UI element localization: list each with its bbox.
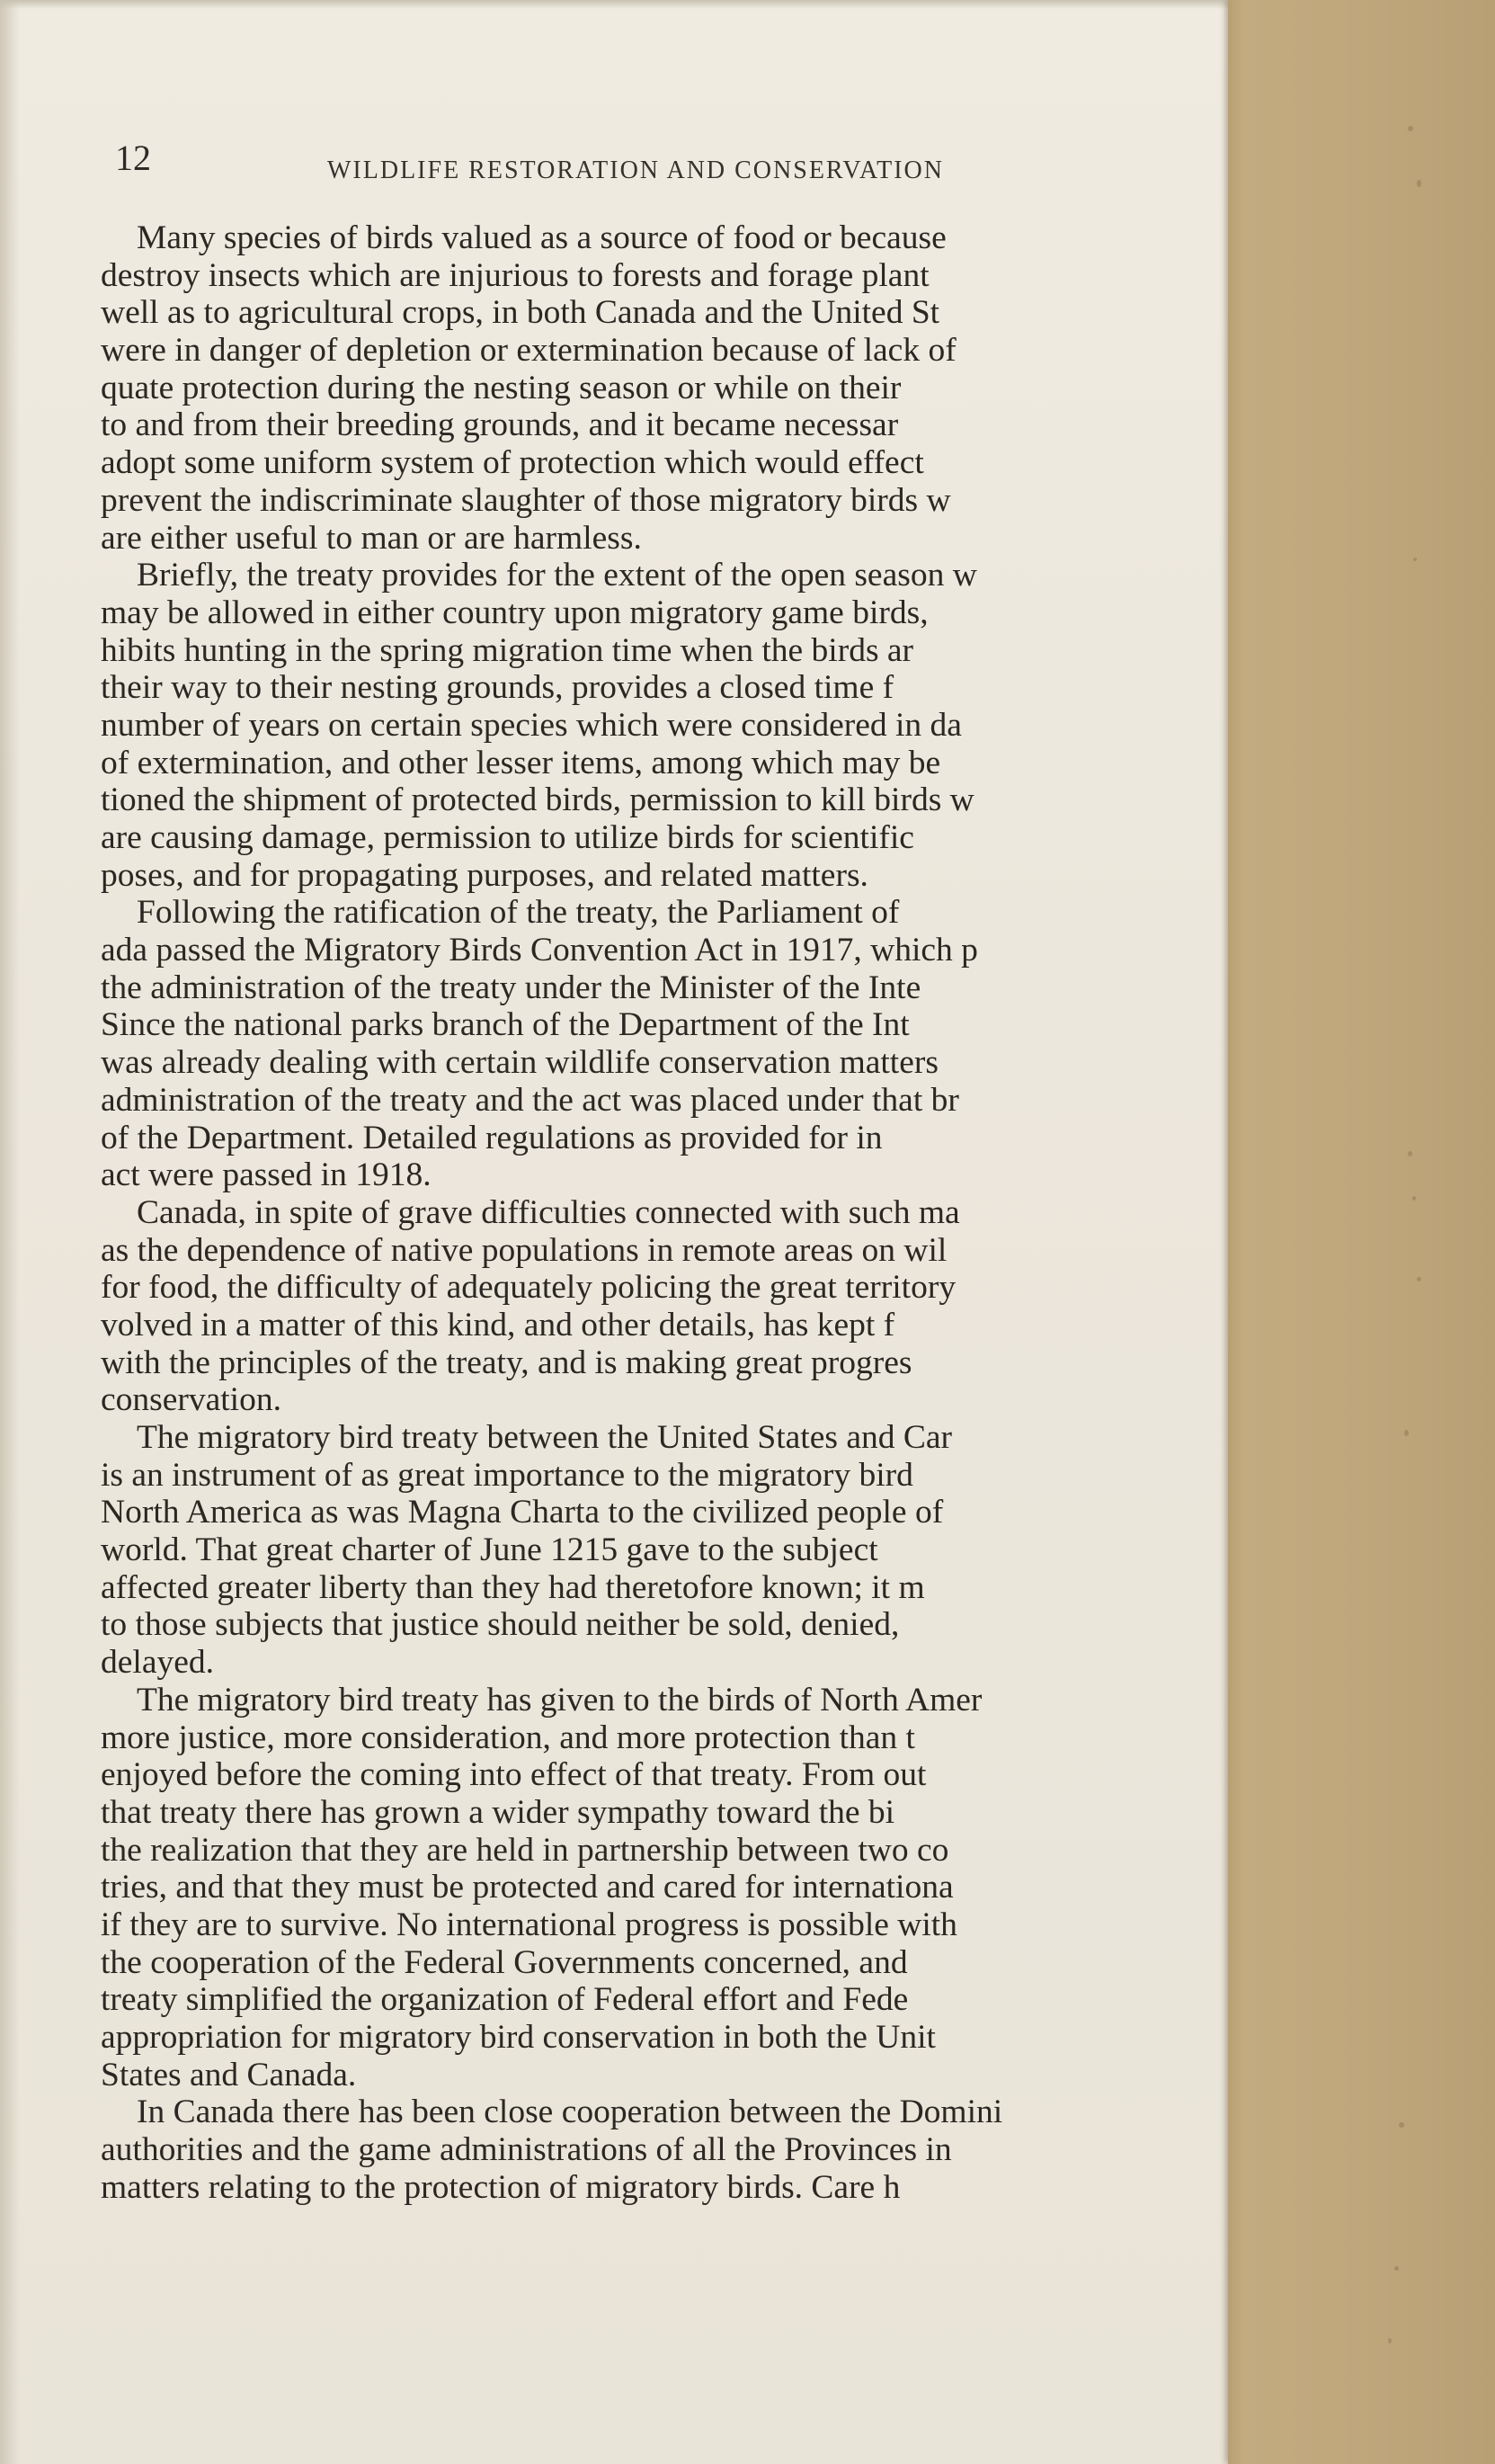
text-line: of the Department. Detailed regulations as provided for in xyxy=(101,1119,883,1156)
page-number: 12 xyxy=(115,138,151,178)
paragraph xyxy=(101,1682,1228,2094)
text-line: are either useful to man or are harmless. xyxy=(101,519,642,557)
text-line: prevent the indiscriminate slaughter of those migratory birds w xyxy=(101,481,951,519)
text-line: world. That great charter of June 1215 gave to the subject xyxy=(101,1531,878,1569)
paragraph xyxy=(101,219,1228,557)
text-line: States and Canada. xyxy=(101,2056,357,2094)
text-line: appropriation for migratory bird conservation in both the Unit xyxy=(101,2019,936,2056)
text-line: Briefly, the treaty provides for the extent of the open season w xyxy=(137,557,977,594)
text-line: North America as was Magna Charta to the civilized people of xyxy=(101,1494,944,1531)
text-line: their way to their nesting grounds, provides a closed time f xyxy=(101,669,894,707)
text-line: to those subjects that justice should neither be sold, denied, xyxy=(101,1606,900,1644)
text-line: matters relating to the protection of migratory birds. Care h xyxy=(101,2168,901,2206)
text-line: poses, and for propagating purposes, and related matters. xyxy=(101,856,868,894)
text-line: number of years on certain species which were considered in da xyxy=(101,706,962,744)
text-line: the realization that they are held in partnership between two co xyxy=(101,1831,949,1869)
body-text xyxy=(101,219,1228,2243)
text-line: tries, and that they must be protected and cared for internationa xyxy=(101,1869,954,1906)
text-line: may be allowed in either country upon migratory game birds, xyxy=(101,594,929,631)
text-line: Canada, in spite of grave difficulties connected with such ma xyxy=(137,1193,960,1231)
text-line: was already dealing with certain wildlife conservation matters xyxy=(101,1044,939,1082)
paragraph xyxy=(101,1194,1228,1419)
text-line: of extermination, and other lesser items, among which may be xyxy=(101,744,941,781)
text-line: Many species of birds valued as a source of food or because xyxy=(137,219,947,256)
text-line: if they are to survive. No international progress is possible with xyxy=(101,1906,957,1943)
paragraph xyxy=(101,557,1228,894)
text-line: enjoyed before the coming into effect of that treaty. From out xyxy=(101,1756,927,1794)
page-header xyxy=(115,137,1230,191)
text-line: for food, the difficulty of adequately policing the great territory xyxy=(101,1269,957,1307)
paper-tape-strip xyxy=(1228,0,1495,2464)
text-line: affected greater liberty than they had theretofore known; it m xyxy=(101,1568,925,1606)
text-line: are causing damage, permission to utilize birds for scientific xyxy=(101,819,914,856)
paragraph xyxy=(101,894,1228,1194)
text-line: ada passed the Migratory Birds Convention Act in 1917, which p xyxy=(101,932,978,969)
text-line: tioned the shipment of protected birds, permission to kill birds w xyxy=(101,781,974,819)
paragraph xyxy=(101,2094,1228,2206)
text-line: the administration of the treaty under the Minister of the Inte xyxy=(101,969,921,1006)
text-line: well as to agricultural crops, in both Canada and the United St xyxy=(101,294,940,332)
text-line: is an instrument of as great importance to the migratory bird xyxy=(101,1456,913,1494)
text-line: Following the ratification of the treaty, the Parliament of xyxy=(137,894,900,932)
text-line: administration of the treaty and the act was placed under that br xyxy=(101,1081,959,1119)
text-line: hibits hunting in the spring migration time when the birds ar xyxy=(101,631,914,669)
text-line: The migratory bird treaty has given to the birds of North Amer xyxy=(137,1681,983,1719)
page-left-shadow xyxy=(0,0,20,2464)
text-line: that treaty there has grown a wider sympathy toward the bi xyxy=(101,1793,895,1831)
text-line: act were passed in 1918. xyxy=(101,1156,432,1194)
text-line: as the dependence of native populations in remote areas on wil xyxy=(101,1231,948,1269)
text-line: authorities and the game administrations of all the Provinces in xyxy=(101,2131,952,2169)
text-line: Since the national parks branch of the Department of the Int xyxy=(101,1006,910,1044)
text-line: with the principles of the treaty, and is making great progres xyxy=(101,1344,912,1381)
text-line: volved in a matter of this kind, and other details, has kept f xyxy=(101,1306,895,1344)
text-line: were in danger of depletion or extermination because of lack of xyxy=(101,332,957,370)
paragraph xyxy=(101,1419,1228,1682)
running-head: WILDLIFE RESTORATION AND CONSERVATION xyxy=(327,156,944,184)
text-line: quate protection during the nesting season or while on their xyxy=(101,369,902,406)
text-line: adopt some uniform system of protection which would effect xyxy=(101,444,924,482)
text-line: destroy insects which are injurious to forests and forage plant xyxy=(101,256,930,294)
text-line: to and from their breeding grounds, and it became necessar xyxy=(101,406,899,444)
text-line: conservation. xyxy=(101,1381,281,1419)
text-line: delayed. xyxy=(101,1644,214,1682)
text-line: The migratory bird treaty between the United States and Car xyxy=(137,1419,952,1456)
text-line: treaty simplified the organization of Federal effort and Fede xyxy=(101,1981,909,2019)
text-line: more justice, more consideration, and more protection than t xyxy=(101,1719,915,1756)
text-line: In Canada there has been close cooperation between the Domini xyxy=(137,2094,1003,2131)
text-line: the cooperation of the Federal Governments concerned, and xyxy=(101,1943,908,1981)
page-top-edge xyxy=(0,0,1232,9)
